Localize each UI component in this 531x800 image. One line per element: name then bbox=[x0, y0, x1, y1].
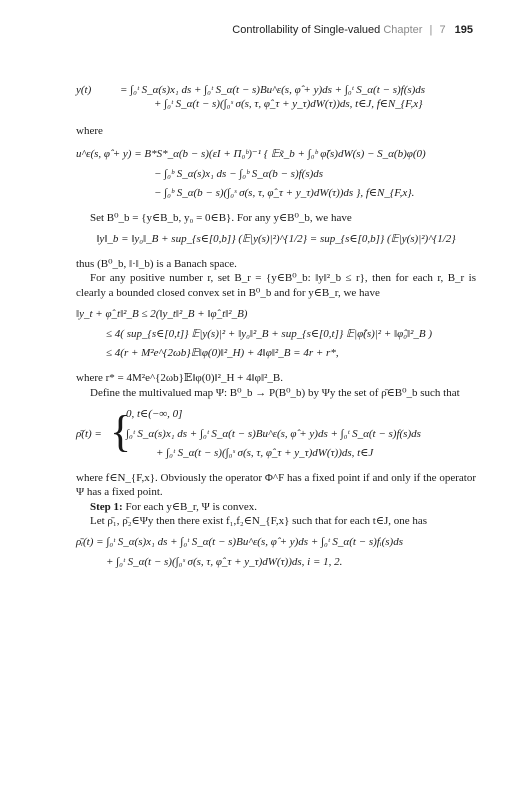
step-1-label: Step 1: bbox=[90, 500, 123, 513]
page-body bbox=[76, 84, 476, 570]
where-text: where bbox=[76, 124, 103, 137]
equation-u-line1: u^ε(s, φ̂ + y) = B*S*_α(b − s)(εI + Π₀ᵇ)⁻¹ { 𝔼x̃_b + ∫₀ᵇ φ̃(s)dW(s) − S_α(b)φ(0) bbox=[76, 147, 426, 160]
equation-u-line2: − ∫₀ᵇ S_α(s)x₁ ds − ∫₀ᵇ S_α(b − s)f(s)ds bbox=[154, 167, 324, 180]
running-head-separator: | bbox=[429, 24, 433, 36]
equation-rho-i-line2: + ∫₀ᵗ S_α(t − s)(∫₀ˢ σ(s, τ, φ̂_τ + y_τ)dW(τ))ds, i = 1, 2. bbox=[106, 556, 343, 569]
step-1-text: For each y∈B_r, Ψ is convex. bbox=[125, 500, 258, 513]
equation-y-line1: = ∫₀ᵗ S_α(s)x₁ ds + ∫₀ᵗ S_α(t − s)Bu^ε(s, φ̂ + y)ds + ∫₀ᵗ S_α(t − s)f(s)ds bbox=[120, 84, 426, 96]
running-head-chapter-number: 7 bbox=[439, 24, 446, 36]
rho-lhs: ρ̄(t) = bbox=[76, 427, 102, 440]
equation-rho-i bbox=[76, 536, 476, 570]
inequality-line1: ‖y_t + φ̂_t‖²_B ≤ 2(‖y_t‖²_B + ‖φ̂_t‖²_B) bbox=[76, 307, 248, 320]
inequality-block bbox=[76, 308, 476, 361]
set-banach-line: Set B⁰_b = {y∈B_b, y₀ = 0∈B}. For any y∈B⁰_b, we have bbox=[90, 212, 352, 225]
equation-y-lhs: y(t) bbox=[76, 84, 92, 96]
fixed-point-text: where f∈N_{F,x}. Obviously the operator Φ^F has a fixed point if and only if the operator Ψ has a fixed point. bbox=[76, 472, 476, 499]
running-head-title: Controllability of Single-valued bbox=[232, 24, 381, 36]
equation-rho-i-line1: ρ̄ᵢ(t) = ∫₀ᵗ S_α(s)x₁ ds + ∫₀ᵗ S_α(t − s)Bu^ε(s, φ̂ + y)ds + ∫₀ᵗ S_α(t − s)fᵢ(s)ds bbox=[76, 536, 403, 549]
inequality-line2: ≤ 4( sup_{s∈[0,t]} 𝔼|y(s)|² + ‖y₀‖²_B + sup_{s∈[0,t]} 𝔼|φ̂(s)|² + ‖φ̂₀‖²_B ) bbox=[106, 327, 433, 340]
r-star-definition: where r* = 4M²e^{2ωb}𝔼‖φ(0)‖²_H + 4‖φ‖²_B. bbox=[76, 372, 284, 385]
define-map-text: Define the multivalued map Ψ: B⁰_b → P(B⁰_b) by Ψy the set of ρ̄∈B⁰_b such that bbox=[90, 386, 460, 399]
inequality-line3: ≤ 4(r + M²e^{2ωb}𝔼‖φ(0)‖²_H) + 4‖φ‖²_B = 4r + r*, bbox=[106, 347, 339, 360]
norm-equation: ‖y‖_b = ‖y₀‖_B + sup_{s∈[0,b]} (𝔼|y(s)|²)^{1/2} = sup_{s∈[0,b]} (𝔼|y(s)|²)^{1/2} bbox=[96, 233, 456, 246]
equation-y-line2: + ∫₀ᵗ S_α(t − s)(∫₀ˢ σ(s, τ, φ̂_τ + y_τ)dW(τ))ds, t∈J, f∈N_{F,x} bbox=[154, 97, 423, 110]
let-rho-text: Let ρ̄₁, ρ̄₂∈Ψy then there exist f₁,f₂∈N_{F,x} such that for each t∈J, one has bbox=[90, 514, 428, 527]
rho-piecewise bbox=[76, 408, 476, 461]
rho-case1: 0, t∈(−∞, 0] bbox=[126, 407, 183, 420]
banach-space-text: thus (B⁰_b, ‖·‖_b) is a Banach space. bbox=[76, 258, 237, 271]
running-head-chapter-label: Chapter bbox=[383, 24, 423, 36]
running-head bbox=[232, 24, 473, 36]
left-brace: { bbox=[110, 406, 132, 456]
step-1 bbox=[76, 500, 476, 514]
positive-r-paragraph: For any positive number r, set B_r = {y∈B⁰_b: ‖y‖²_b ≤ r}, then for each r, B_r is clearly a bounded closed convex set in B⁰_b and for y∈B_r, we have bbox=[76, 272, 476, 299]
rho-case2: ∫₀ᵗ S_α(s)x₁ ds + ∫₀ᵗ S_α(t − s)Bu^ε(s, φ̂ + y)ds + ∫₀ᵗ S_α(t − s)f(s)ds bbox=[126, 427, 421, 440]
equation-u-line3: − ∫₀ᵇ S_α(b − s)(∫₀ˢ σ(s, τ, φ̂_τ + y_τ)dW(τ))ds }, f∈N_{F,x}. bbox=[154, 187, 415, 200]
equation-y bbox=[76, 84, 476, 112]
equation-u bbox=[76, 148, 476, 201]
page-number: 195 bbox=[454, 24, 473, 36]
rho-case3: + ∫₀ᵗ S_α(t − s)(∫₀ˢ σ(s, τ, φ̂_τ + y_τ)dW(τ))ds, t∈J bbox=[156, 447, 374, 460]
